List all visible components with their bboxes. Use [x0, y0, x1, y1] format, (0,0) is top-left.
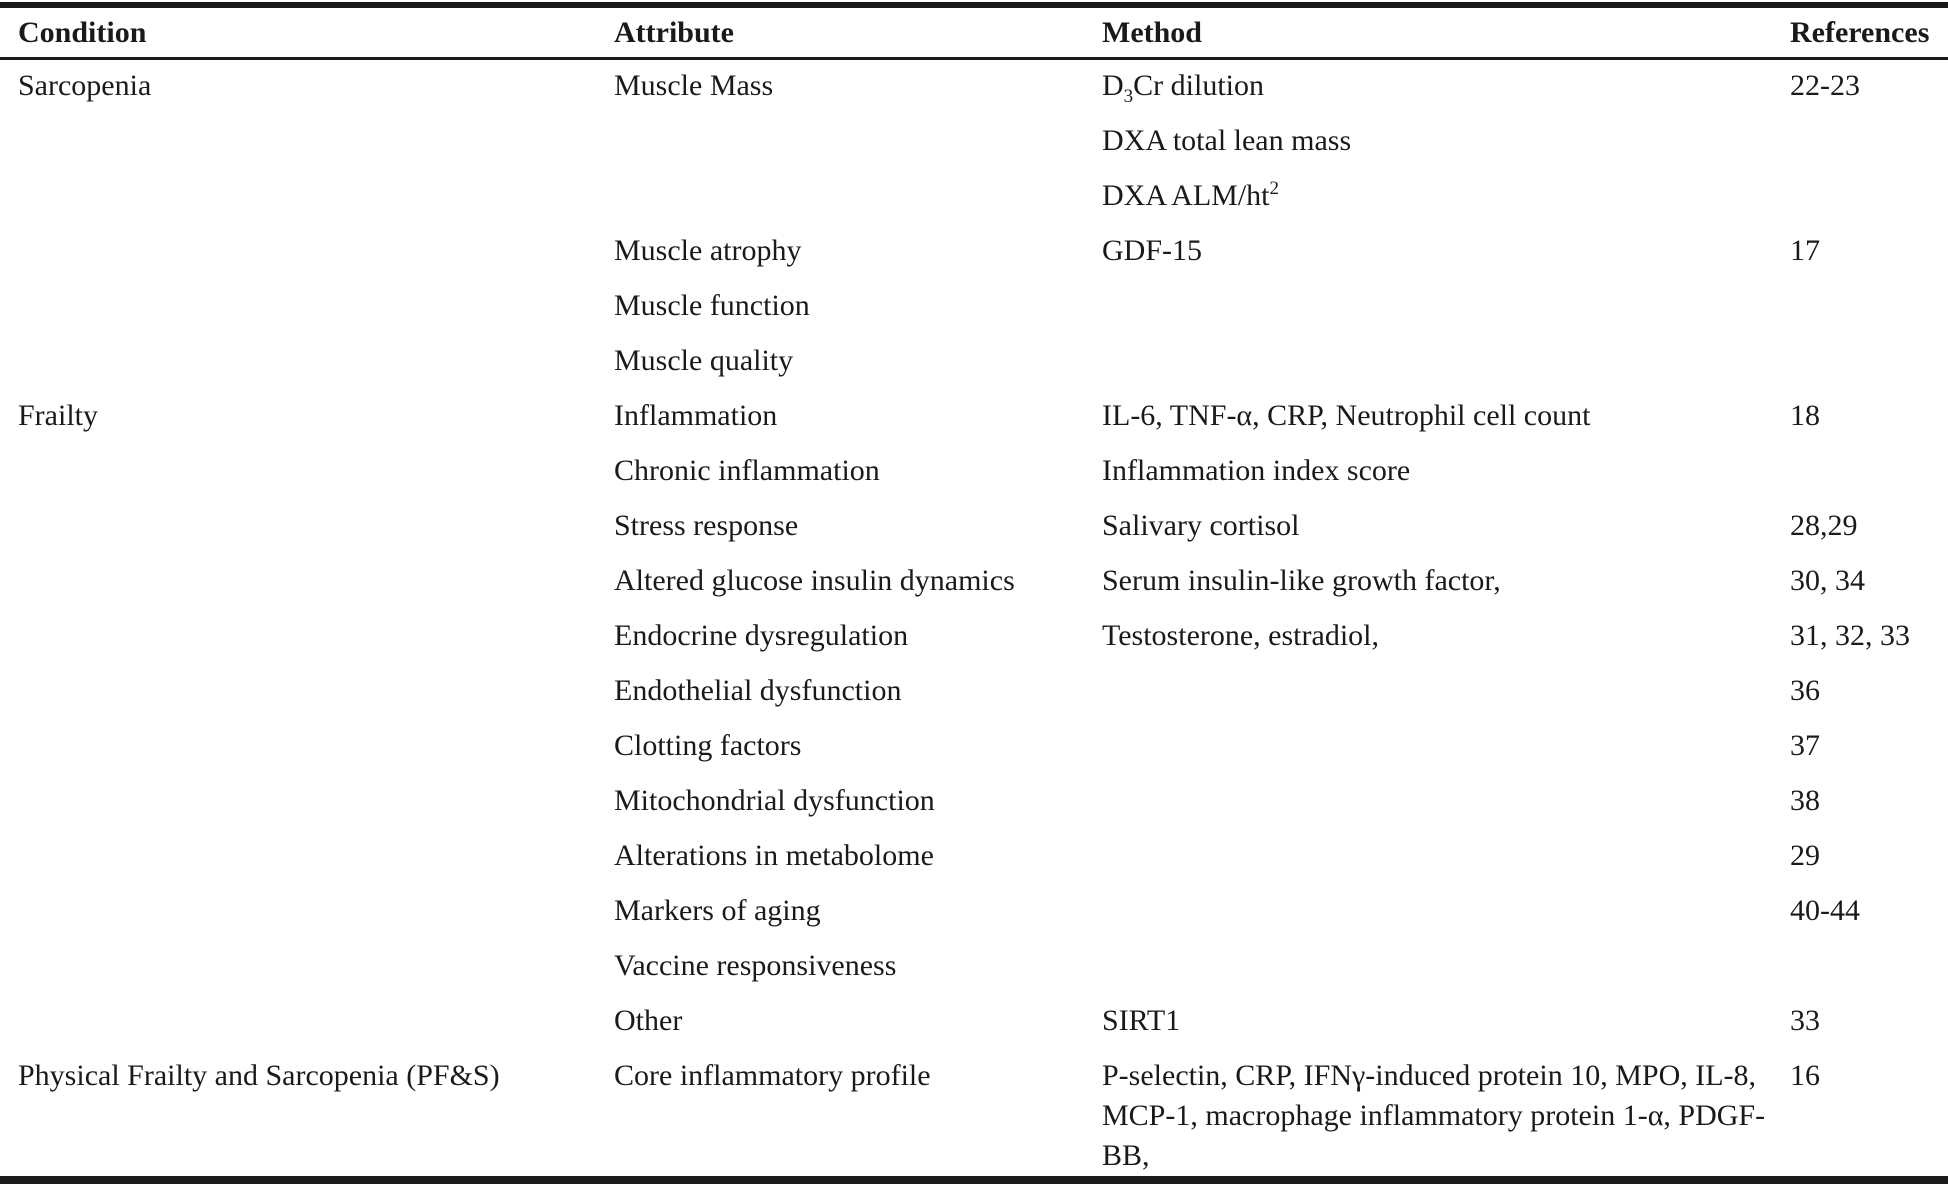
cell-reference: 31, 32, 33 — [1790, 619, 1910, 652]
cell-reference — [1772, 168, 1948, 223]
cell-method: SIRT1 — [1102, 1004, 1181, 1037]
table-row — [0, 498, 1948, 553]
cell-condition — [0, 333, 596, 388]
table-row — [0, 993, 1948, 1048]
table-row — [0, 168, 1948, 223]
cell-condition — [0, 828, 596, 883]
cell-condition — [0, 993, 596, 1048]
cell-reference — [1772, 938, 1948, 993]
method-d3cr-rest: Cr dilution — [1133, 69, 1265, 102]
cell-reference — [1772, 113, 1948, 168]
cell-condition — [0, 718, 596, 773]
table-row — [0, 113, 1948, 168]
method-alm-base: DXA ALM/ht — [1102, 179, 1270, 212]
cell-condition — [0, 223, 596, 278]
cell-method: P-selectin, CRP, IFNγ-induced protein 10, MPO, IL-8, MCP-1, macrophage inflammatory protein 1-α, PDGF-BB, — [1102, 1059, 1766, 1172]
table-row — [0, 1048, 1948, 1176]
cell-reference — [1772, 443, 1948, 498]
cell-method: Serum insulin-like growth factor, — [1102, 564, 1501, 597]
table-row — [0, 883, 1948, 938]
cell-attribute: Altered glucose insulin dynamics — [614, 564, 1015, 597]
method-d3cr-subscript: 3 — [1123, 86, 1134, 107]
cell-method — [1084, 333, 1772, 388]
cell-method — [1084, 718, 1772, 773]
cell-reference: 36 — [1790, 674, 1820, 707]
cell-condition — [0, 443, 596, 498]
cell-reference: 29 — [1790, 839, 1820, 872]
cell-condition: Sarcopenia — [18, 69, 152, 102]
cell-reference: 18 — [1790, 399, 1820, 432]
cell-condition — [0, 498, 596, 553]
table-row — [0, 553, 1948, 608]
header-method: Method — [1102, 16, 1202, 49]
header-references: References — [1790, 16, 1930, 49]
cell-condition: Frailty — [18, 399, 98, 432]
cell-method — [1084, 168, 1772, 223]
cell-condition — [0, 938, 596, 993]
table-row — [0, 608, 1948, 663]
cell-condition — [0, 773, 596, 828]
table-row — [0, 938, 1948, 993]
cell-attribute: Vaccine responsiveness — [614, 949, 897, 982]
cell-method — [1084, 828, 1772, 883]
cell-attribute: Muscle quality — [614, 344, 794, 377]
cell-attribute — [596, 168, 1084, 223]
cell-attribute: Mitochondrial dysfunction — [614, 784, 935, 817]
cell-attribute: Chronic inflammation — [614, 454, 880, 487]
cell-attribute — [596, 113, 1084, 168]
cell-attribute: Muscle function — [614, 289, 810, 322]
cell-reference — [1772, 278, 1948, 333]
cell-reference: 37 — [1790, 729, 1820, 762]
cell-attribute: Endocrine dysregulation — [614, 619, 909, 652]
table-row — [0, 388, 1948, 443]
header-condition: Condition — [18, 16, 147, 49]
table-row — [0, 773, 1948, 828]
cell-attribute: Clotting factors — [614, 729, 802, 762]
table-row — [0, 333, 1948, 388]
cell-attribute: Muscle Mass — [614, 69, 774, 102]
method-alm-superscript: 2 — [1269, 178, 1280, 199]
cell-method: IL-6, TNF-α, CRP, Neutrophil cell count — [1102, 399, 1591, 432]
method-d3cr-d: D — [1102, 69, 1124, 102]
cell-attribute: Endothelial dysfunction — [614, 674, 902, 707]
cell-attribute: Other — [614, 1004, 683, 1037]
table-row — [0, 718, 1948, 773]
cell-reference: 30, 34 — [1790, 564, 1865, 597]
cell-reference: 38 — [1790, 784, 1820, 817]
cell-reference: 22-23 — [1790, 69, 1860, 102]
cell-method: DXA total lean mass — [1102, 124, 1352, 157]
cell-attribute: Muscle atrophy — [614, 234, 802, 267]
cell-method — [1084, 773, 1772, 828]
cell-method — [1084, 938, 1772, 993]
cell-method: Inflammation index score — [1102, 454, 1411, 487]
cell-attribute: Alterations in metabolome — [614, 839, 934, 872]
cell-reference: 16 — [1790, 1059, 1820, 1092]
cell-method: GDF-15 — [1102, 234, 1203, 267]
cell-method: Salivary cortisol — [1102, 509, 1300, 542]
cell-condition: Physical Frailty and Sarcopenia (PF&S) — [18, 1059, 500, 1092]
cell-condition — [0, 608, 596, 663]
table-row — [0, 278, 1948, 333]
table-row — [0, 443, 1948, 498]
cell-method: Testosterone, estradiol, — [1102, 619, 1379, 652]
cell-method — [1084, 883, 1772, 938]
cell-attribute: Stress response — [614, 509, 799, 542]
cell-attribute: Inflammation — [614, 399, 778, 432]
header-attribute: Attribute — [614, 16, 734, 49]
cell-reference: 40-44 — [1790, 894, 1860, 927]
cell-condition — [0, 278, 596, 333]
biomarker-table — [0, 8, 1948, 1176]
cell-reference — [1772, 333, 1948, 388]
cell-condition — [0, 113, 596, 168]
cell-reference: 28,29 — [1790, 509, 1858, 542]
table-row — [0, 58, 1948, 113]
table-row — [0, 828, 1948, 883]
cell-condition — [0, 168, 596, 223]
cell-condition — [0, 883, 596, 938]
cell-reference: 33 — [1790, 1004, 1820, 1037]
cell-reference: 17 — [1790, 234, 1820, 267]
table-header-row — [0, 8, 1948, 58]
cell-method — [1084, 663, 1772, 718]
table-bottom-rule — [0, 1176, 1948, 1184]
table-row — [0, 663, 1948, 718]
cell-attribute: Core inflammatory profile — [614, 1059, 931, 1092]
cell-condition — [0, 663, 596, 718]
cell-condition — [0, 553, 596, 608]
cell-method — [1084, 58, 1772, 113]
cell-method — [1084, 278, 1772, 333]
table-row — [0, 223, 1948, 278]
cell-attribute: Markers of aging — [614, 894, 821, 927]
